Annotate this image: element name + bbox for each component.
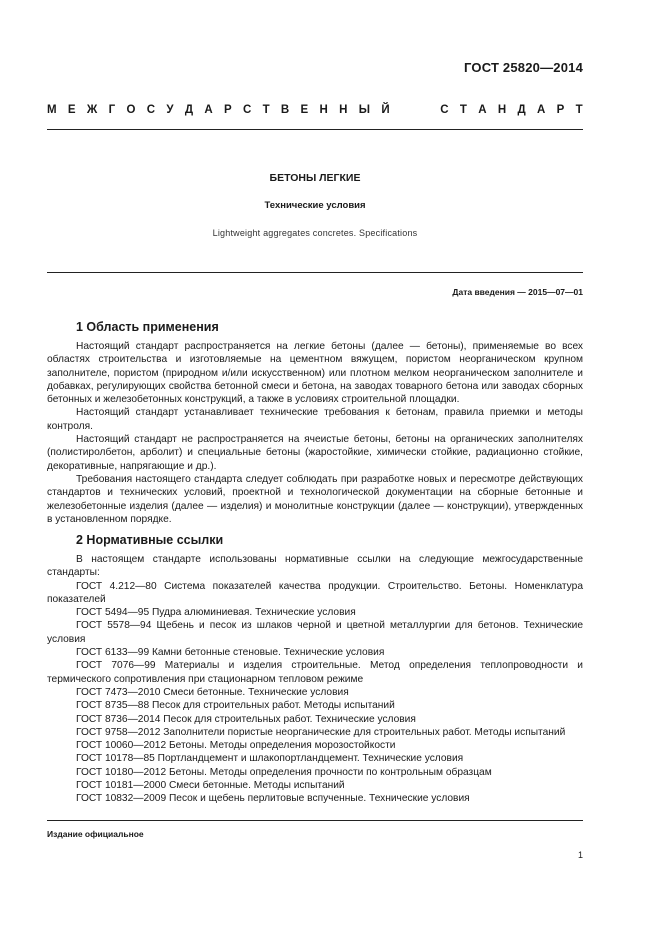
- banner-letter: Р: [223, 104, 232, 116]
- document-title: БЕТОНЫ ЛЕГКИЕ: [269, 172, 361, 184]
- reference-item: ГОСТ 5578—94 Щебень и песок из шлаков черной и цветной металлургии для бетонов. Технические условия: [47, 620, 583, 645]
- reference-item: ГОСТ 10178—85 Портландцемент и шлакопортландцемент. Технические условия: [76, 753, 464, 765]
- banner-letter: Д: [517, 104, 526, 116]
- section-1-paragraph: Настоящий стандарт устанавливает технические требования к бетонам, правила приемки и методы контроля.: [47, 407, 583, 432]
- banner-letter: Н: [339, 104, 348, 116]
- introduction-date: Дата введения — 2015—07—01: [452, 287, 583, 297]
- banner-letter: Н: [497, 104, 507, 116]
- section-2-intro: В настоящем стандарте использованы нормативные ссылки на следующие межгосударственные стандарты:: [47, 554, 583, 579]
- banner-letter: А: [204, 104, 213, 116]
- footer-divider: [47, 820, 583, 821]
- reference-item: ГОСТ 7076—99 Материалы и изделия строительные. Метод определения теплопроводности и термического сопротивления при стационарном тепловом режиме: [47, 660, 583, 685]
- banner-letter: Ж: [86, 104, 98, 116]
- banner-letter: Т: [459, 104, 467, 116]
- section-1-paragraph: Настоящий стандарт распространяется на легкие бетоны (далее — бетоны), применяемые во всех областях строительства и изготовляемые на цементном вяжущем, пористом неорганическом крупном заполнителе, пористом (природном и/или искусственном) или плотном мелком неорганическом заполнителе и добавках, регулирующих свойства бетонной смеси и бетона, на заводах товарного бетона или заводах сборных бетонных и железобетонных конструкций, а также в условиях строительной площадки.: [47, 341, 583, 406]
- banner-letter: Н: [319, 104, 328, 116]
- section-1-paragraph: Настоящий стандарт не распространяется на ячеистые бетоны, бетоны на органических заполнителях (полистиролбетон, арболит) и специальные бетоны (жаростойкие, химически стойкие, радиационно стойкие, декоративные, напрягающие и др.).: [47, 434, 583, 472]
- banner-letter: С: [146, 104, 156, 116]
- reference-item: ГОСТ 8736—2014 Песок для строительных работ. Технические условия: [76, 713, 416, 725]
- reference-item: ГОСТ 10180—2012 Бетоны. Методы определения прочности по контрольным образцам: [76, 766, 492, 778]
- banner-letter: Ы: [358, 104, 371, 116]
- document-subtitle: Технические условия: [264, 200, 366, 211]
- banner-letter: Т: [575, 104, 583, 116]
- reference-item: ГОСТ 6133—99 Камни бетонные стеновые. Технические условия: [76, 647, 385, 659]
- top-divider: [47, 129, 583, 130]
- gost-number: ГОСТ 25820—2014: [464, 60, 583, 75]
- interstate-standard-banner: [47, 104, 583, 116]
- document-english-title: Lightweight aggregates concretes. Specifications: [212, 228, 418, 238]
- banner-letter: М: [47, 104, 57, 116]
- banner-letter: С: [440, 104, 449, 116]
- reference-item: ГОСТ 7473—2010 Смеси бетонные. Технические условия: [76, 686, 349, 698]
- reference-item: ГОСТ 8735—88 Песок для строительных работ. Методы испытаний: [76, 700, 395, 712]
- banner-letter: Й: [381, 104, 390, 116]
- section-1-paragraph: Требования настоящего стандарта следует соблюдать при разработке новых и пересмотре действующих стандартов и технических условий, проектной и технологической документации на сборные бетонные и железобетонные изделия (далее — изделия) и монолитные конструкции (далее — конструкции), утвержденных в установленном порядке.: [47, 473, 583, 525]
- reference-item: ГОСТ 5494—95 Пудра алюминиевая. Технические условия: [76, 607, 356, 619]
- section-2-body: [47, 553, 583, 806]
- reference-item: ГОСТ 9758—2012 Заполнители пористые неорганические для строительных работ. Методы испытаний: [76, 726, 566, 738]
- section-1-heading: 1 Область применения: [76, 320, 219, 334]
- banner-letter: А: [478, 104, 487, 116]
- banner-letter: Е: [67, 104, 76, 116]
- banner-letter: Г: [108, 104, 116, 116]
- page-number: 1: [577, 850, 583, 860]
- banner-word-gap: [401, 104, 429, 116]
- banner-letter: А: [536, 104, 546, 116]
- banner-letter: Р: [556, 104, 565, 116]
- section-2-heading: 2 Нормативные ссылки: [76, 533, 224, 547]
- banner-letter: Д: [184, 104, 194, 116]
- banner-letter: У: [166, 104, 174, 116]
- banner-letter: О: [126, 104, 136, 116]
- section-1-body: [47, 340, 583, 526]
- reference-item: ГОСТ 10181—2000 Смеси бетонные. Методы испытаний: [76, 780, 345, 792]
- title-divider: [47, 272, 583, 273]
- banner-letter: С: [242, 104, 252, 116]
- reference-item: ГОСТ 4.212—80 Система показателей качества продукции. Строительство. Бетоны. Номенклатура показателей: [47, 580, 583, 605]
- banner-letter: Е: [300, 104, 309, 116]
- reference-item: ГОСТ 10060—2012 Бетоны. Методы определения морозостойкости: [76, 740, 396, 752]
- banner-letter: Т: [262, 104, 270, 116]
- reference-item: ГОСТ 10832—2009 Песок и щебень перлитовые вспученные. Технические условия: [76, 793, 470, 805]
- banner-letter: В: [280, 104, 290, 116]
- edition-label: Издание официальное: [47, 829, 144, 839]
